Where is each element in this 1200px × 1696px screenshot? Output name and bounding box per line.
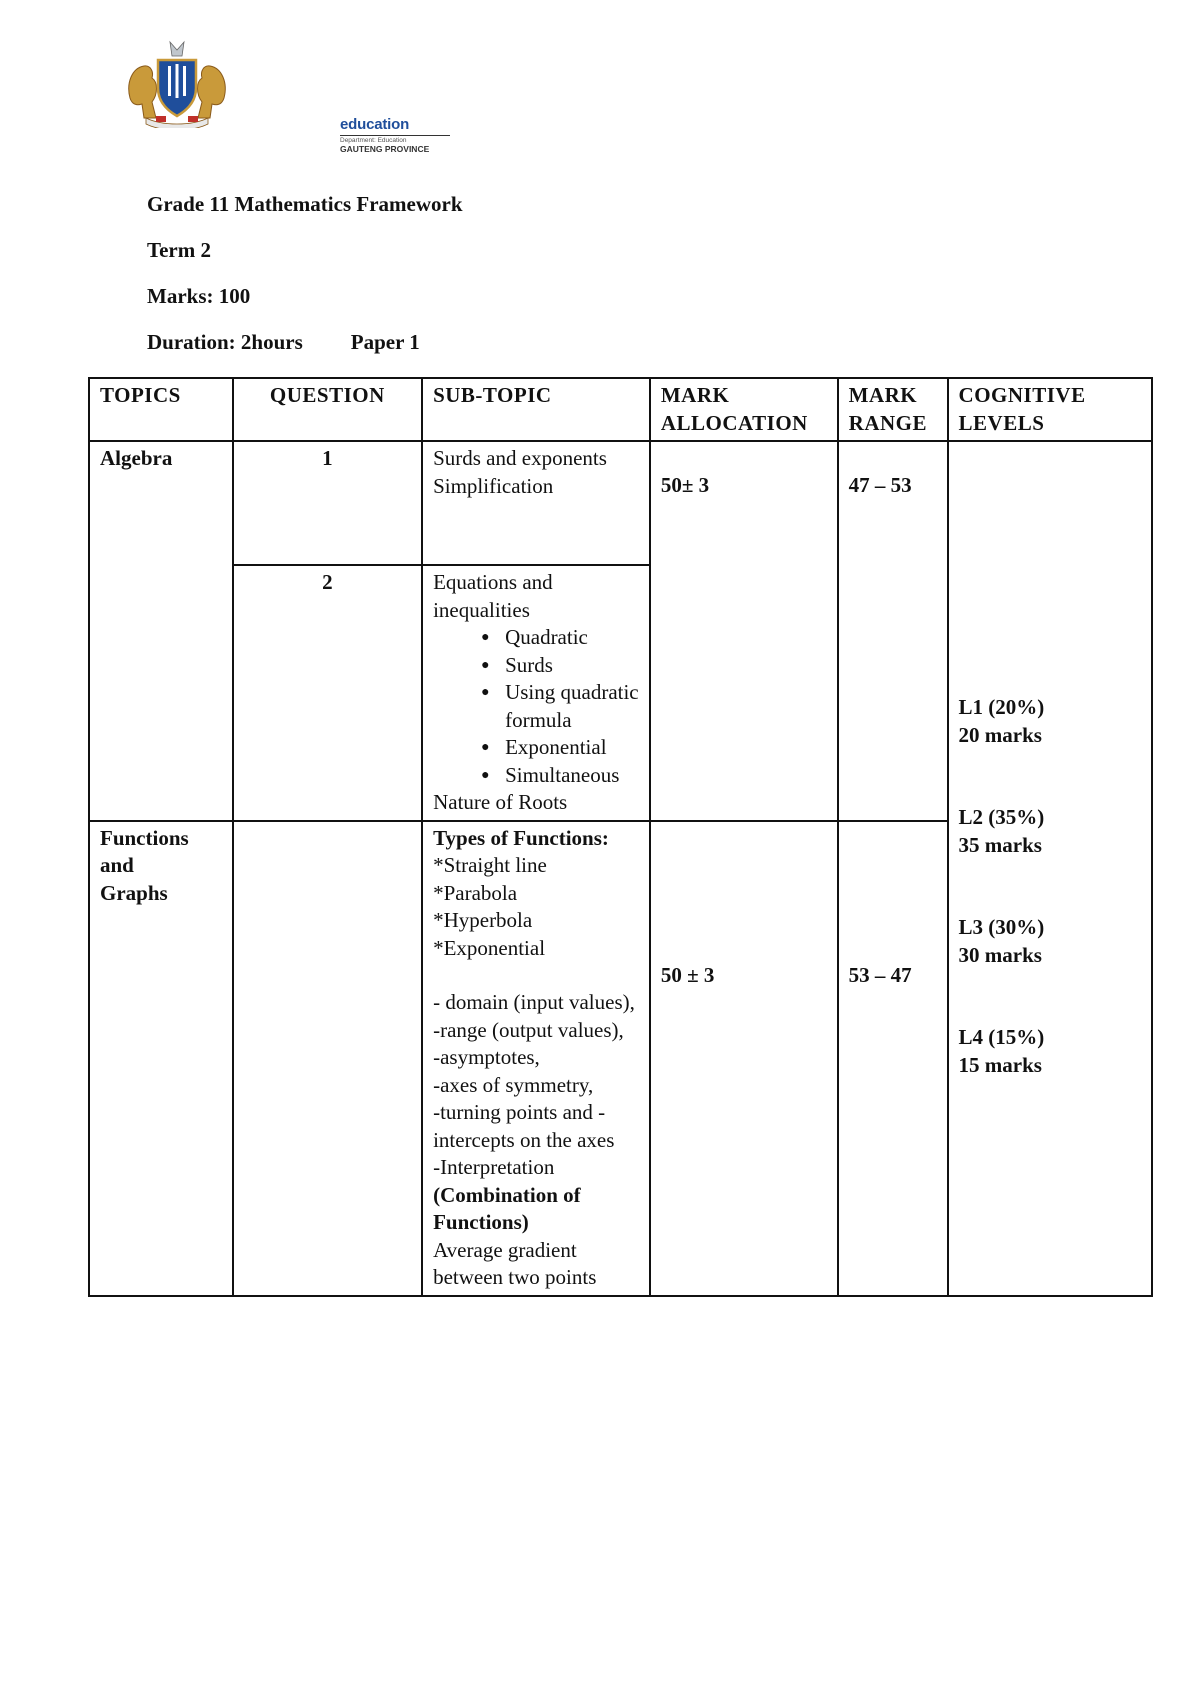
framework-table: [88, 377, 1153, 1297]
gauteng-education-logo: [122, 38, 430, 154]
subtopic-q1: [422, 441, 650, 565]
header-cognitive-levels: [948, 378, 1152, 441]
question-number-empty: [233, 821, 422, 1296]
function-detail-item: - domain (input values), -range (output values),: [433, 990, 635, 1042]
cognitive-l2: L2 (35%): [958, 805, 1045, 829]
topic-functions-line1: Functions: [100, 825, 189, 850]
table-header-row: [89, 378, 1152, 441]
header-mark-allocation-line2: ALLOCATION: [660, 410, 808, 435]
header-mark-allocation-line1: MARK: [660, 383, 730, 407]
marks-label: Marks: 100: [147, 284, 251, 308]
document-title: Grade 11 Mathematics Framework: [147, 192, 463, 216]
function-type-item: *Exponential: [433, 935, 546, 960]
function-type-item: *Parabola: [433, 880, 518, 905]
mark-allocation-functions: 50 ± 3: [650, 821, 838, 1296]
topic-functions-line2: and: [100, 853, 134, 877]
coat-of-arms-icon: [122, 38, 232, 128]
header-topics: TOPICS: [89, 378, 233, 441]
list-item: ● Exponential: [481, 734, 639, 762]
subtopic-equations-inequalities: Equations and inequalities: [433, 570, 553, 622]
header-mark-range-line1: MARK: [848, 383, 918, 407]
subtopic-q2: [422, 565, 650, 821]
list-item: ● Using quadratic formula: [481, 679, 639, 734]
table-row: [89, 441, 1152, 565]
list-item: ● Surds: [481, 652, 639, 680]
cognitive-l3: L3 (30%): [958, 915, 1045, 939]
header-mark-range: [838, 378, 948, 441]
function-detail-item: -axes of symmetry,: [433, 1072, 594, 1097]
topic-functions-line3: Graphs: [100, 880, 168, 905]
duration-label: Duration: 2hours: [147, 330, 303, 354]
topic-functions-graphs: [89, 821, 233, 1296]
subtopic-simplification: Simplification: [433, 473, 554, 498]
header-cognitive-line1: COGNITIVE: [958, 383, 1086, 407]
term-label: Term 2: [147, 238, 211, 262]
cognitive-l1: L1 (20%): [958, 695, 1045, 719]
logo-province: GAUTENG PROVINCE: [340, 144, 430, 154]
cognitive-l1-marks: 20 marks: [958, 722, 1042, 747]
subtopic-combination: (Combination of Functions): [433, 1182, 581, 1234]
header-subtopic: SUB-TOPIC: [422, 378, 650, 441]
list-item: ● Quadratic: [481, 624, 639, 652]
logo-divider: [340, 135, 450, 136]
cognitive-l4-marks: 15 marks: [958, 1052, 1042, 1077]
mark-range-algebra: 47 – 53: [838, 441, 948, 821]
logo-wordmark: education: [340, 116, 410, 133]
subtopic-nature-of-roots: Nature of Roots: [433, 790, 568, 814]
question-number-2: 2: [233, 565, 422, 821]
cognitive-l3-marks: 30 marks: [958, 942, 1042, 967]
duration-paper-line: [147, 330, 420, 355]
header-question: QUESTION: [233, 378, 422, 441]
function-type-item: *Hyperbola: [433, 908, 533, 932]
function-type-item: *Straight line: [433, 853, 547, 877]
subtopic-surds-exponents: Surds and exponents: [433, 446, 607, 470]
header-cognitive-line2: LEVELS: [958, 410, 1045, 435]
logo-department: Department: Education: [340, 137, 407, 144]
mark-range-functions: 53 – 47: [838, 821, 948, 1296]
function-detail-item: -turning points and - intercepts on the axes: [433, 1100, 615, 1152]
cognitive-l4: L4 (15%): [958, 1025, 1045, 1049]
cognitive-l2-marks: 35 marks: [958, 832, 1042, 857]
subtopic-average-gradient: Average gradient between two points: [433, 1237, 597, 1289]
paper-label: Paper 1: [350, 330, 420, 354]
function-detail-item: -asymptotes,: [433, 1045, 540, 1069]
header-mark-allocation: [650, 378, 838, 441]
mark-allocation-algebra: 50± 3: [650, 441, 838, 821]
topic-algebra: Algebra: [89, 441, 233, 821]
subtopic-bullet-list: [433, 624, 639, 789]
question-number-1: 1: [233, 441, 422, 565]
subtopic-functions: [422, 821, 650, 1296]
function-detail-item: -Interpretation: [433, 1155, 555, 1179]
header-mark-range-line2: RANGE: [848, 410, 927, 435]
subtopic-types-heading: Types of Functions:: [433, 825, 609, 850]
list-item: ● Simultaneous: [481, 762, 639, 790]
cognitive-levels-cell: [948, 441, 1152, 1296]
